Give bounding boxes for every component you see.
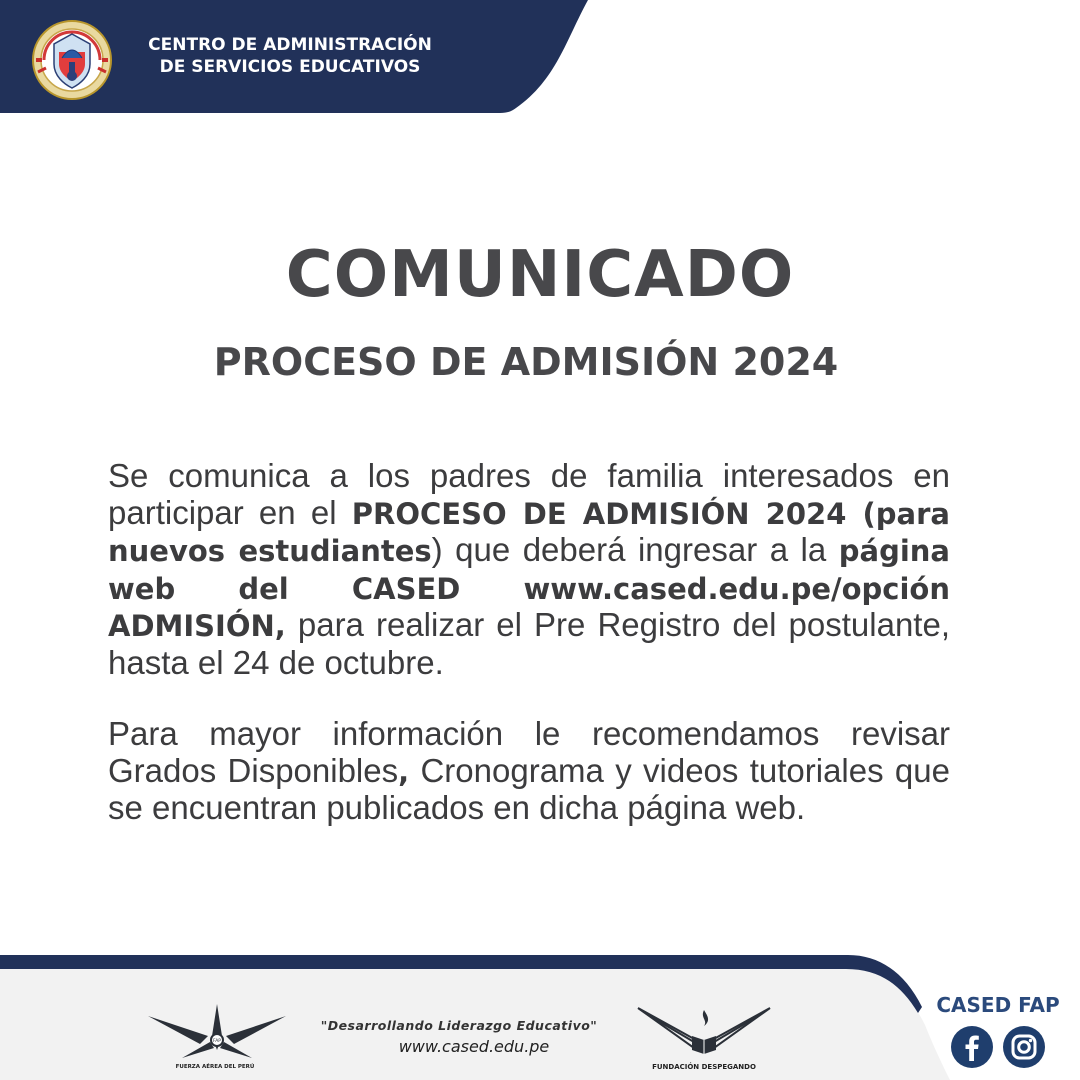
fap-seal-icon (32, 20, 112, 100)
p2-text-2: Cronograma y videos tutoriales que se encuentran publicados en dicha página web. (108, 751, 950, 826)
p2-text-1: Para mayor información le recomendamos revisar Grados Disponibles (108, 715, 950, 789)
announcement-paragraph-2 (108, 716, 950, 827)
announcement-paragraph-1 (108, 458, 950, 681)
facebook-icon[interactable] (950, 1025, 994, 1069)
page-title: COMUNICADO (285, 238, 795, 312)
brand-label: CASED FAP (936, 993, 1060, 1017)
organization-name (122, 34, 458, 78)
fap-emblem-text: FAP (213, 1039, 221, 1044)
p1-bold-1: PROCESO DE ADMISIÓN 2024 (para nuevos estudiantes (108, 496, 950, 568)
fundacion-caption: FUNDACIÓN DESPEGANDO (652, 1063, 756, 1071)
org-name-line-1: CENTRO DE ADMINISTRACIÓN (148, 35, 432, 55)
website-link[interactable]: www.cased.edu.pe (398, 1037, 550, 1056)
p2-bold-1: , (398, 754, 410, 789)
fap-caption: FUERZA AÉREA DEL PERÚ (175, 1064, 255, 1070)
p1-bold-2: página web del CASED www.cased.edu.pe/opción ADMISIÓN, (108, 534, 950, 643)
p1-text-2: ) que deberá ingresar a la (431, 531, 839, 568)
p1-text-3: para realizar el Pre Registro del postulante, hasta el 24 de octubre. (108, 606, 950, 681)
page-subtitle: PROCESO DE ADMISIÓN 2024 (213, 340, 839, 384)
org-name-line-2: DE SERVICIOS EDUCATIVOS (159, 57, 421, 77)
slogan: "Desarrollando Liderazgo Educativo" (320, 1018, 598, 1033)
p1-text-1: Se comunica a los padres de familia interesados en participar en el (108, 457, 950, 531)
instagram-icon[interactable] (1002, 1025, 1046, 1069)
